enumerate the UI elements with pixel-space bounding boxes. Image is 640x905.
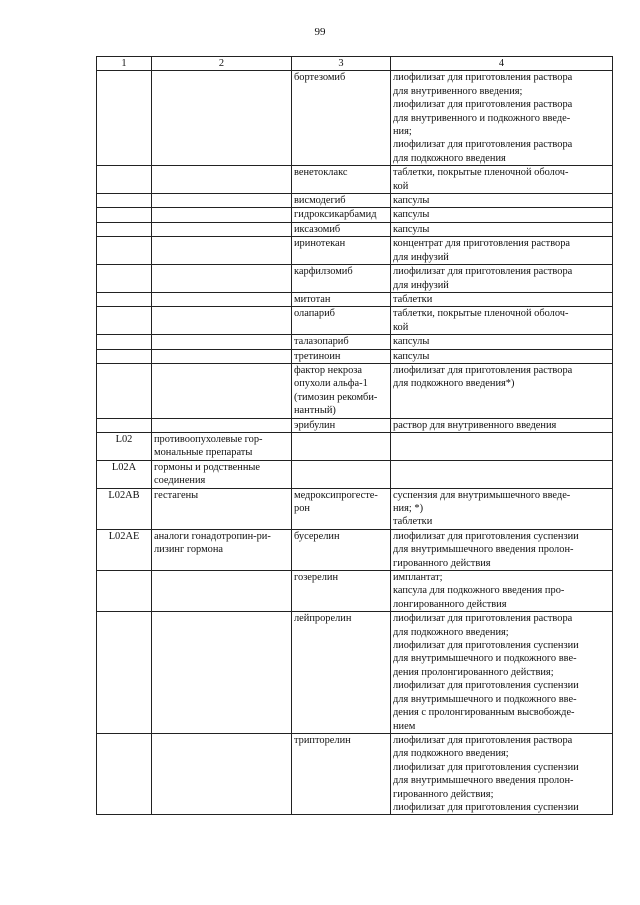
column-number: 1 [97, 57, 152, 71]
atc-code-cell [97, 71, 152, 166]
drug-name-cell: лейпрорелин [292, 612, 391, 734]
atc-code-cell: L02AE [97, 529, 152, 570]
drug-table [96, 56, 613, 815]
column-number-row [97, 57, 613, 71]
dosage-forms-cell: лиофилизат для приготовления раствора для подкожного введения; лиофилизат для приготовления суспензии для внутримышечного введения пролон- гированного действия; лиофилизат для приготовления суспензии [391, 733, 613, 814]
drug-name-cell: олапариб [292, 307, 391, 335]
table-row [97, 237, 613, 265]
dosage-forms-cell: капсулы [391, 194, 613, 208]
atc-code-cell [97, 222, 152, 236]
dosage-forms-cell: имплантат; капсула для подкожного введения про- лонгированного действия [391, 571, 613, 612]
group-name-cell [152, 237, 292, 265]
dosage-forms-cell: суспензия для внутримышечного введе- ния; *) таблетки [391, 488, 613, 529]
column-number: 3 [292, 57, 391, 71]
column-number: 4 [391, 57, 613, 71]
table-row [97, 733, 613, 814]
table-row [97, 488, 613, 529]
drug-name-cell [292, 432, 391, 460]
drug-name-cell: венетоклакс [292, 166, 391, 194]
atc-code-cell [97, 208, 152, 222]
table-row [97, 292, 613, 306]
group-name-cell [152, 349, 292, 363]
group-name-cell [152, 166, 292, 194]
table-row [97, 208, 613, 222]
dosage-forms-cell: концентрат для приготовления раствора для инфузий [391, 237, 613, 265]
group-name-cell [152, 222, 292, 236]
drug-name-cell: талазопариб [292, 335, 391, 349]
dosage-forms-cell: капсулы [391, 335, 613, 349]
table-row [97, 166, 613, 194]
atc-code-cell [97, 265, 152, 293]
dosage-forms-cell: раствор для внутривенного введения [391, 418, 613, 432]
drug-name-cell: висмодегиб [292, 194, 391, 208]
group-name-cell [152, 194, 292, 208]
atc-code-cell [97, 335, 152, 349]
atc-code-cell [97, 166, 152, 194]
dosage-forms-cell: лиофилизат для приготовления раствора для внутривенного введения; лиофилизат для приготовления раствора для внутривенного и подкожного введе- ния; лиофилизат для приготовления раствора для подкожного введения [391, 71, 613, 166]
group-name-cell [152, 733, 292, 814]
group-name-cell [152, 265, 292, 293]
group-name-cell: противоопухолевые гор- мональные препараты [152, 432, 292, 460]
group-name-cell [152, 292, 292, 306]
table-row [97, 432, 613, 460]
table-row [97, 529, 613, 570]
table-row [97, 349, 613, 363]
dosage-forms-cell: таблетки, покрытые пленочной оболоч- кой [391, 307, 613, 335]
drug-name-cell: иксазомиб [292, 222, 391, 236]
table-row [97, 335, 613, 349]
page-number: 99 [314, 26, 326, 38]
group-name-cell [152, 208, 292, 222]
drug-name-cell: карфилзомиб [292, 265, 391, 293]
atc-code-cell: L02 [97, 432, 152, 460]
drug-name-cell: фактор некроза опухоли альфа-1 (тимозин рекомби- нантный) [292, 363, 391, 418]
drug-name-cell: митотан [292, 292, 391, 306]
table-row [97, 307, 613, 335]
dosage-forms-cell: таблетки, покрытые пленочной оболоч- кой [391, 166, 613, 194]
table-row [97, 222, 613, 236]
table-row [97, 460, 613, 488]
atc-code-cell: L02AB [97, 488, 152, 529]
group-name-cell [152, 363, 292, 418]
group-name-cell [152, 612, 292, 734]
dosage-forms-cell: капсулы [391, 222, 613, 236]
table-row [97, 363, 613, 418]
table-row [97, 418, 613, 432]
table-row [97, 194, 613, 208]
table-row [97, 71, 613, 166]
dosage-forms-cell [391, 460, 613, 488]
dosage-forms-cell: лиофилизат для приготовления раствора для подкожного введения; лиофилизат для приготовления суспензии для внутримышечного и подкожного вве- дения пролонгированного действия; лиофилизат для приготовления суспензии для внутримышечного и подкожного вве- дения с пролонгированным высвобожде- нием [391, 612, 613, 734]
drug-name-cell: трипторелин [292, 733, 391, 814]
atc-code-cell [97, 292, 152, 306]
atc-code-cell [97, 237, 152, 265]
dosage-forms-cell: таблетки [391, 292, 613, 306]
group-name-cell: гестагены [152, 488, 292, 529]
drug-name-cell: бортезомиб [292, 71, 391, 166]
table-row [97, 265, 613, 293]
drug-name-cell: гозерелин [292, 571, 391, 612]
group-name-cell [152, 335, 292, 349]
dosage-forms-cell: лиофилизат для приготовления раствора для подкожного введения*) [391, 363, 613, 418]
atc-code-cell [97, 363, 152, 418]
atc-code-cell [97, 733, 152, 814]
drug-name-cell [292, 460, 391, 488]
dosage-forms-cell: капсулы [391, 208, 613, 222]
table-row [97, 571, 613, 612]
atc-code-cell [97, 418, 152, 432]
dosage-forms-cell: лиофилизат для приготовления суспензии для внутримышечного введения пролон- гированного действия [391, 529, 613, 570]
atc-code-cell: L02A [97, 460, 152, 488]
drug-name-cell: иринотекан [292, 237, 391, 265]
atc-code-cell [97, 571, 152, 612]
drug-name-cell: медроксипрогесте- рон [292, 488, 391, 529]
group-name-cell: гормоны и родственные соединения [152, 460, 292, 488]
drug-name-cell: гидроксикарбамид [292, 208, 391, 222]
atc-code-cell [97, 612, 152, 734]
group-name-cell [152, 71, 292, 166]
group-name-cell [152, 571, 292, 612]
table-row [97, 612, 613, 734]
dosage-forms-cell: капсулы [391, 349, 613, 363]
dosage-forms-cell: лиофилизат для приготовления раствора для инфузий [391, 265, 613, 293]
atc-code-cell [97, 194, 152, 208]
dosage-forms-cell [391, 432, 613, 460]
drug-name-cell: третиноин [292, 349, 391, 363]
drug-name-cell: эрибулин [292, 418, 391, 432]
column-number: 2 [152, 57, 292, 71]
atc-code-cell [97, 349, 152, 363]
atc-code-cell [97, 307, 152, 335]
drug-name-cell: бусерелин [292, 529, 391, 570]
group-name-cell [152, 418, 292, 432]
group-name-cell: аналоги гонадотропин-ри- лизинг гормона [152, 529, 292, 570]
group-name-cell [152, 307, 292, 335]
